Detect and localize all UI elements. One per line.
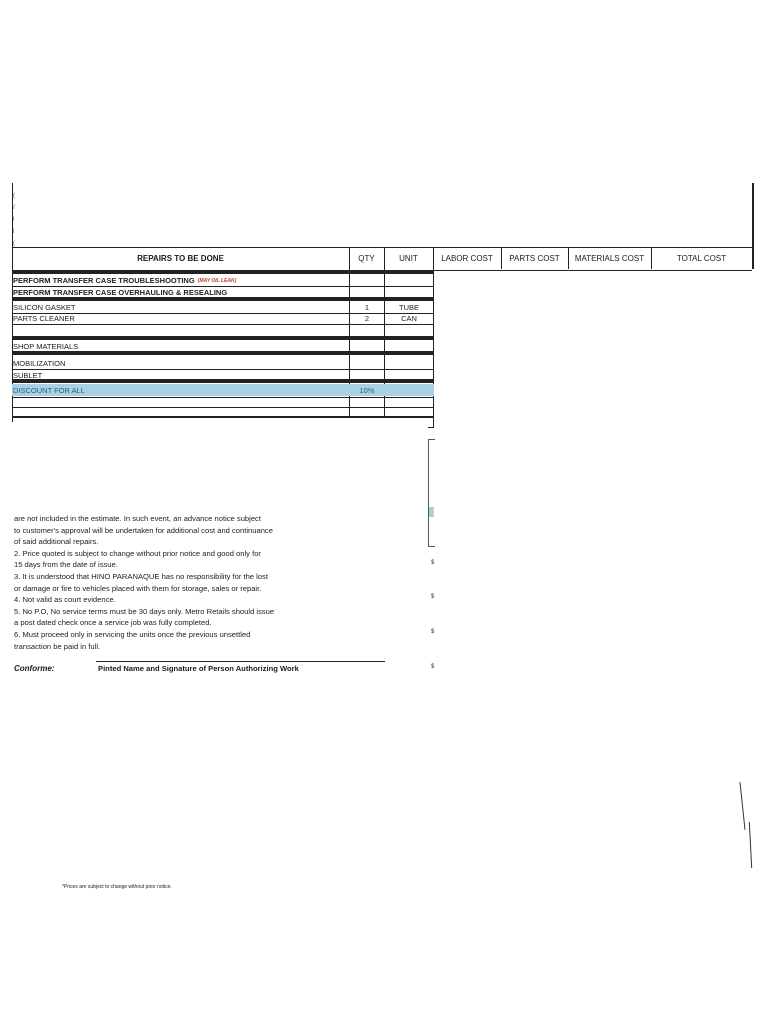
table-bottom-border	[12, 416, 434, 418]
terms-line: 5. No P.O, No service terms must be 30 days only. Metro Retails should issue	[14, 606, 275, 616]
table-row	[12, 357, 434, 369]
terms-line: 2. Price quoted is subject to change without prior notice and good only for	[14, 548, 261, 558]
side-mark: $	[431, 560, 435, 566]
row-line	[12, 324, 434, 325]
terms-line: transaction be paid in full.	[14, 641, 101, 651]
footnote: *Prices are subject to change without prior notice.	[62, 884, 172, 890]
row-desc: MOBILIZATION	[13, 358, 66, 368]
table-row-discount	[12, 384, 434, 396]
header-qty: QTY	[358, 253, 375, 263]
table-corner-mark	[428, 427, 434, 428]
table-row	[12, 341, 434, 352]
row-desc: DISCOUNT FOR ALL	[13, 385, 85, 395]
terms-line: a post dated check once a service job was fully completed.	[14, 618, 212, 628]
row-line	[12, 407, 434, 408]
row-desc: PERFORM TRANSFER CASE OVERHAULING & RESEALING	[13, 287, 228, 297]
scan-mark	[739, 782, 745, 830]
row-qty: 10%	[359, 385, 375, 395]
row-desc: SHOP MATERIALS	[13, 342, 79, 351]
header-repairs: REPAIRS TO BE DONE	[137, 253, 224, 263]
terms-line: 3. It is understood that HINO PARANAQUE has no responsibility for the lost	[14, 571, 268, 581]
table-row	[12, 313, 434, 324]
signature-label: Pinted Name and Signature of Person Authorizing Work	[98, 664, 299, 673]
row-separator	[12, 271, 434, 274]
terms-line: 4. Not valid as court evidence.	[14, 595, 116, 605]
terms-line: or damage or fire to vehicles placed with them for storage, sales or repair.	[14, 583, 262, 593]
frame-edge-marks: ( / l l (	[13, 193, 15, 247]
row-desc: SILICON GASKET	[13, 303, 76, 312]
partial-column-fragment	[428, 439, 435, 547]
row-desc: SUBLET	[13, 370, 43, 380]
conforme-label: Conforme:	[14, 664, 55, 673]
row-separator	[12, 336, 434, 340]
row-line	[12, 397, 434, 398]
row-note: (MAY OIL LEAK)	[197, 277, 237, 284]
header-unit: UNIT	[399, 253, 418, 263]
side-mark: $	[431, 664, 435, 670]
table-row	[12, 275, 434, 286]
frame-right-edge	[752, 183, 754, 247]
header-materials-cost: MATERIALS COST	[574, 253, 645, 263]
row-desc: PARTS CLEANER	[13, 314, 75, 323]
table-row	[12, 302, 434, 313]
row-desc: PERFORM TRANSFER CASE TROUBLESHOOTING	[13, 276, 195, 285]
terms-line: are not included in the estimate. In such event, an advance notice subject	[14, 514, 261, 523]
signature-line	[96, 661, 385, 662]
table-row	[12, 370, 434, 380]
partial-column-highlight	[429, 507, 434, 517]
terms-line: of said additional repairs.	[14, 537, 99, 547]
terms-line: to customer's approval will be undertaken for additional cost and continuance	[14, 525, 273, 535]
row-unit: TUBE	[398, 303, 419, 312]
scan-mark	[749, 822, 752, 868]
row-separator	[12, 297, 434, 301]
row-unit: CAN	[401, 314, 417, 323]
side-mark: $	[431, 594, 435, 600]
row-qty: 2	[364, 314, 370, 323]
table-row	[12, 287, 434, 297]
side-mark: $	[431, 629, 435, 635]
header-parts-cost: PARTS COST	[509, 253, 560, 263]
terms-and-conditions	[14, 513, 324, 652]
row-qty: 1	[364, 303, 370, 312]
col-divider-end	[752, 247, 754, 269]
terms-line: 6. Must proceed only in servicing the units once the previous unsettled	[14, 629, 251, 639]
terms-line: 15 days from the date of issue.	[14, 560, 118, 570]
header-total-cost: TOTAL COST	[676, 253, 727, 263]
header-labor-cost: LABOR COST	[441, 253, 493, 263]
